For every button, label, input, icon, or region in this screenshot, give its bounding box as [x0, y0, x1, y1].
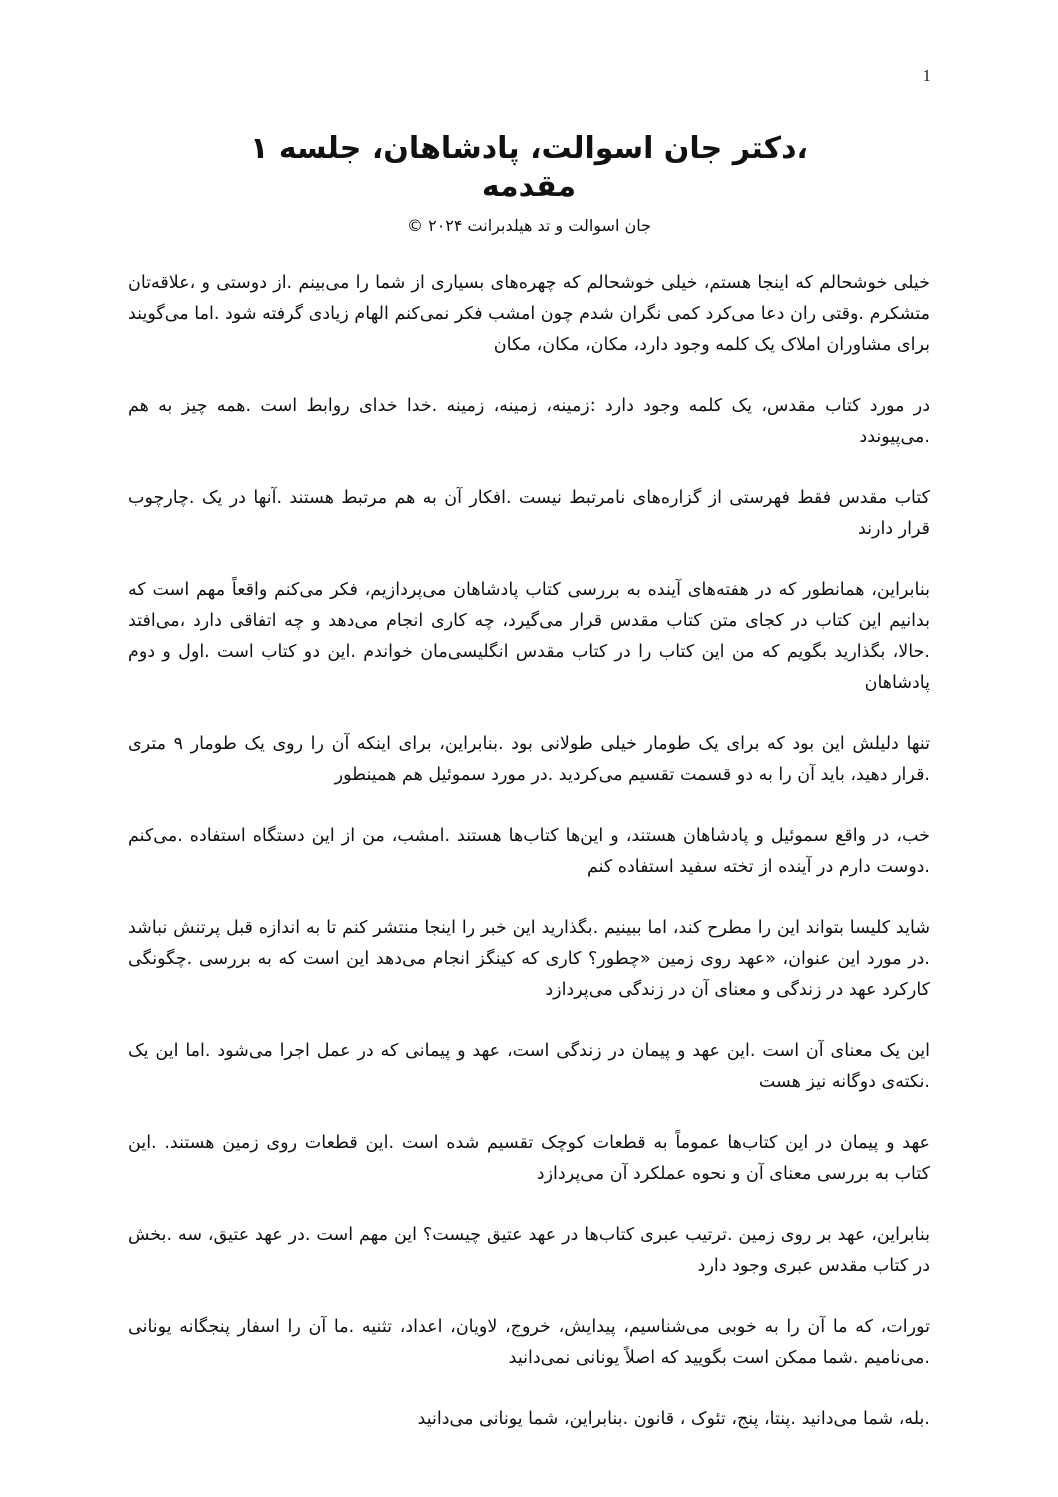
paragraph: تورات، که ما آن را به خوبی می‌شناسیم، پیدایش، خروج، لاویان، اعداد، تثنیه .ما آن را اسفار پنجگانه یونانی .می‌نامیم .شما ممکن است بگویید که اصلاً یونانی نمی‌دانید	[128, 1317, 930, 1368]
paragraph: خیلی خوشحالم که اینجا هستم، خیلی خوشحالم که چهره‌های بسیاری از شما را می‌بینم .از دوستی و ،علاقه‌تان متشکرم .وقتی ران دعا می‌کرد کمی نگران شدم چون امشب فکر نمی‌کنم الهام زیادی گرفته شود .اما می‌گویند برای مشاوران املاک یک کلمه وجود دارد، مکان، مکان، مکان	[128, 273, 930, 355]
copyright-line: جان اسوالت و تد هیلدبرانت ۲۰۲۴ ©	[407, 216, 651, 235]
document-body	[128, 268, 930, 1465]
paragraph: بنابراین، همانطور که در هفته‌های آینده به بررسی کتاب پادشاهان می‌پردازیم، فکر می‌کنم واقعاً مهم است که بدانیم این کتاب در کجای متن کتاب مقدس قرار می‌گیرد، چه کاری انجام می‌دهد و چه اتفاقی دارد ،می‌افتد .حالا، بگذارید بگویم که من این کتاب را در کتاب مقدس انگلیسی‌مان خواندم .این دو کتاب است .اول و دوم پادشاهان	[128, 580, 930, 693]
paragraph: این یک معنای آن است .این عهد و پیمان در زندگی است، عهد و پیمانی که در عمل اجرا می‌شود .اما این یک .نکته‌ی دوگانه نیز هست	[128, 1041, 930, 1092]
page-number: 1	[922, 66, 931, 85]
paragraph: بنابراین، عهد بر روی زمین .ترتیب عبری کتاب‌ها در عهد عتیق چیست؟ این مهم است .در عهد عتیق، سه .بخش در کتاب مقدس عبری وجود دارد	[128, 1225, 930, 1276]
paragraph: خب، در واقع سموئیل و پادشاهان هستند، و این‌ها کتاب‌ها هستند .امشب، من از این دستگاه استفاده .می‌کنم .دوست دارم در آینده از تخته سفید استفاده کنم	[128, 826, 930, 877]
paragraph: در مورد کتاب مقدس، یک کلمه وجود دارد :زمینه، زمینه، زمینه .خدا خدای روابط است .همه چیز به هم .می‌پیوندد	[128, 396, 930, 447]
paragraph: .بله، شما می‌دانید .پنتا، پنج، تئوک ، قانون .بنابراین، شما یونانی می‌دانید	[417, 1409, 930, 1429]
paragraph: عهد و پیمان در این کتاب‌ها عموماً به قطعات کوچک تقسیم شده است .این قطعات روی زمین هستند. .این کتاب به بررسی معنای آن و نحوه عملکرد آن می‌پردازد	[128, 1133, 930, 1184]
page-title: ،دکتر جان اسوالت، پادشاهان، جلسه ۱	[250, 131, 808, 166]
title-block	[128, 130, 930, 206]
paragraph: شاید کلیسا بتواند این را مطرح کند، اما ببینیم .بگذارید این خبر را اینجا منتشر کنم تا به اندازه قبل پرتنش نباشد .در مورد این عنوان، «عهد روی زمین «چطور؟ کاری که کینگز انجام می‌دهد این است که به بررسی .چگونگی کارکرد عهد در زندگی و معنای آن در زندگی می‌پردازد	[128, 918, 930, 1000]
paragraph: تنها دلیلش این بود که برای یک طومار خیلی طولانی بود .بنابراین، برای اینکه آن را روی یک طومار ۹ متری .قرار دهید، باید آن را به دو قسمت تقسیم می‌کردید .در مورد سموئیل هم همینطور	[128, 734, 930, 785]
paragraph: کتاب مقدس فقط فهرستی از گزاره‌های نامرتبط نیست .افکار آن به هم مرتبط هستند .آنها در یک .چارچوب قرار دارند	[128, 488, 930, 539]
page-subtitle: مقدمه	[481, 169, 577, 204]
